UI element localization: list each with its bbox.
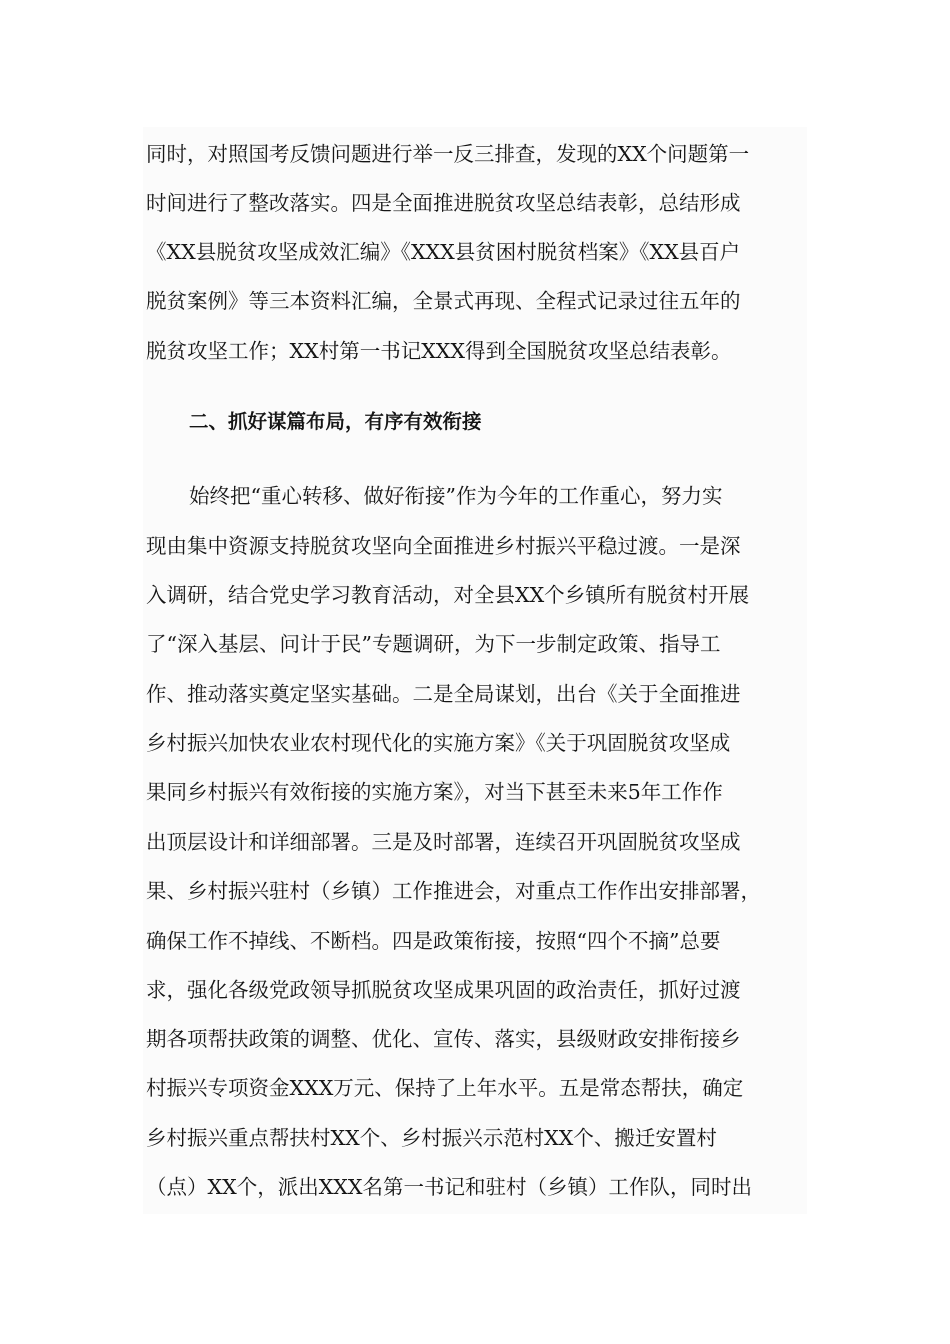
paragraph-line: 了“深入基层、问计于民”专题调研，为下一步制定政策、指导工 [146, 632, 721, 656]
paragraph-line: 脱贫案例》等三本资料汇编，全景式再现、全程式记录过往五年的 [146, 289, 741, 313]
paragraph-line: 《XX县脱贫攻坚成效汇编》《XXX县贫困村脱贫档案》《XX县百户 [146, 240, 741, 264]
paragraph-line: 入调研，结合党史学习教育活动，对全县XX个乡镇所有脱贫村开展 [146, 583, 750, 607]
paragraph-line: 现由集中资源支持脱贫攻坚向全面推进乡村振兴平稳过渡。一是深 [146, 534, 741, 558]
paragraph-line: 时间进行了整改落实。四是全面推进脱贫攻坚总结表彰，总结形成 [146, 191, 741, 215]
paragraph-line: 始终把“重心转移、做好衔接”作为今年的工作重心，努力实 [189, 484, 723, 508]
paragraph-line: 出顶层设计和详细部署。三是及时部署，连续召开巩固脱贫攻坚成 [146, 830, 741, 854]
paragraph-line: 乡村振兴重点帮扶村XX个、乡村振兴示范村XX个、搬迁安置村 [146, 1126, 717, 1150]
paragraph-line: 求，强化各级党政领导抓脱贫攻坚成果巩固的政治责任，抓好过渡 [146, 978, 741, 1002]
paragraph-line: 村振兴专项资金XXX万元、保持了上年水平。五是常态帮扶，确定 [146, 1076, 744, 1100]
paragraph-line: 同时，对照国考反馈问题进行举一反三排查，发现的XX个问题第一 [146, 142, 750, 166]
paragraph-line: 脱贫攻坚工作；XX村第一书记XXX得到全国脱贫攻坚总结表彰。 [146, 339, 732, 363]
paragraph-line: 作、推动落实奠定坚实基础。二是全局谋划，出台《关于全面推进 [146, 682, 741, 706]
paragraph-line: （点）XX个，派出XXX名第一书记和驻村（乡镇）工作队，同时出 [146, 1175, 752, 1199]
paragraph-line: 确保工作不掉线、不断档。四是政策衔接，按照“四个不摘”总要 [146, 929, 721, 953]
paragraph-line: 期各项帮扶政策的调整、优化、宣传、落实，县级财政安排衔接乡 [146, 1027, 741, 1051]
document-page [143, 127, 807, 1214]
paragraph-line: 果同乡村振兴有效衔接的实施方案》，对当下甚至未来5年工作作 [146, 780, 723, 804]
paragraph-line: 乡村振兴加快农业农村现代化的实施方案》《关于巩固脱贫攻坚成 [146, 731, 731, 755]
section-heading: 二、抓好谋篇布局，有序有效衔接 [189, 410, 482, 433]
paragraph-line: 果、乡村振兴驻村（乡镇）工作推进会，对重点工作作出安排部署， [146, 879, 761, 903]
